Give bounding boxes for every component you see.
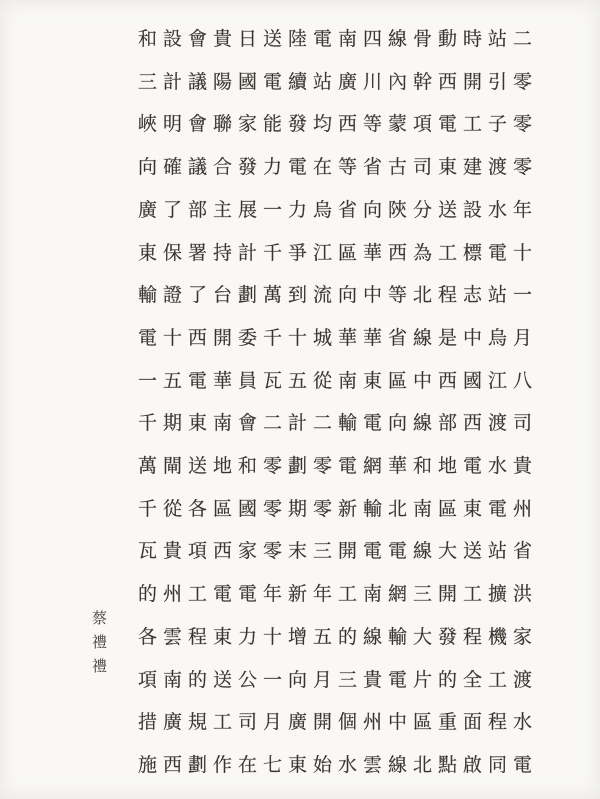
text-line: 東保署持計千爭江區華西為工標電十 xyxy=(138,241,539,264)
text-line: 和設會貴日送陸電南四線骨動時站二 xyxy=(138,28,539,50)
text-line: 三計議陽國電續站廣川內幹西開引零 xyxy=(138,70,539,93)
text-line: 一五電華員瓦五從南東區中西國江八 xyxy=(138,369,539,392)
text-line: 向確議合發力電在等省古司東建渡零 xyxy=(138,156,539,179)
text-line: 施西劃作在七東始水雲線北點啟同電 xyxy=(138,753,539,776)
text-line: 的州工電電年新年工南網三開工擴洪 xyxy=(138,583,539,606)
text-line: 千從各區國零期零新輸北南區東電州 xyxy=(138,497,539,520)
manuscript-text-block xyxy=(138,28,542,776)
text-line: 千期東南會二計二輸電向線部西渡司 xyxy=(138,412,539,435)
text-line: 瓦貴項西家零末三開電電線大送站省 xyxy=(138,540,539,563)
margin-signature: 蔡禮禮 xyxy=(90,610,108,682)
text-line: 輸證了台劃萬到流向中等北程志站一 xyxy=(138,284,539,307)
text-line: 萬閘送地和零劃零電網華和地電水貴 xyxy=(138,455,539,478)
text-line: 措廣規工司月廣開個州中區重面程水 xyxy=(138,711,539,734)
text-line: 廣了部主展一力烏省向陝分送設水年 xyxy=(138,198,539,221)
text-line: 項南的送公一向月三貴電片的全工渡 xyxy=(138,668,539,691)
text-line: 電十西開委千十城華華省線是中烏月 xyxy=(138,326,539,349)
text-line: 峽明會聯家能發均西等蒙項電工子零 xyxy=(138,113,539,136)
text-line: 各雲程東力十增五的線輸大發程機家 xyxy=(138,625,539,648)
